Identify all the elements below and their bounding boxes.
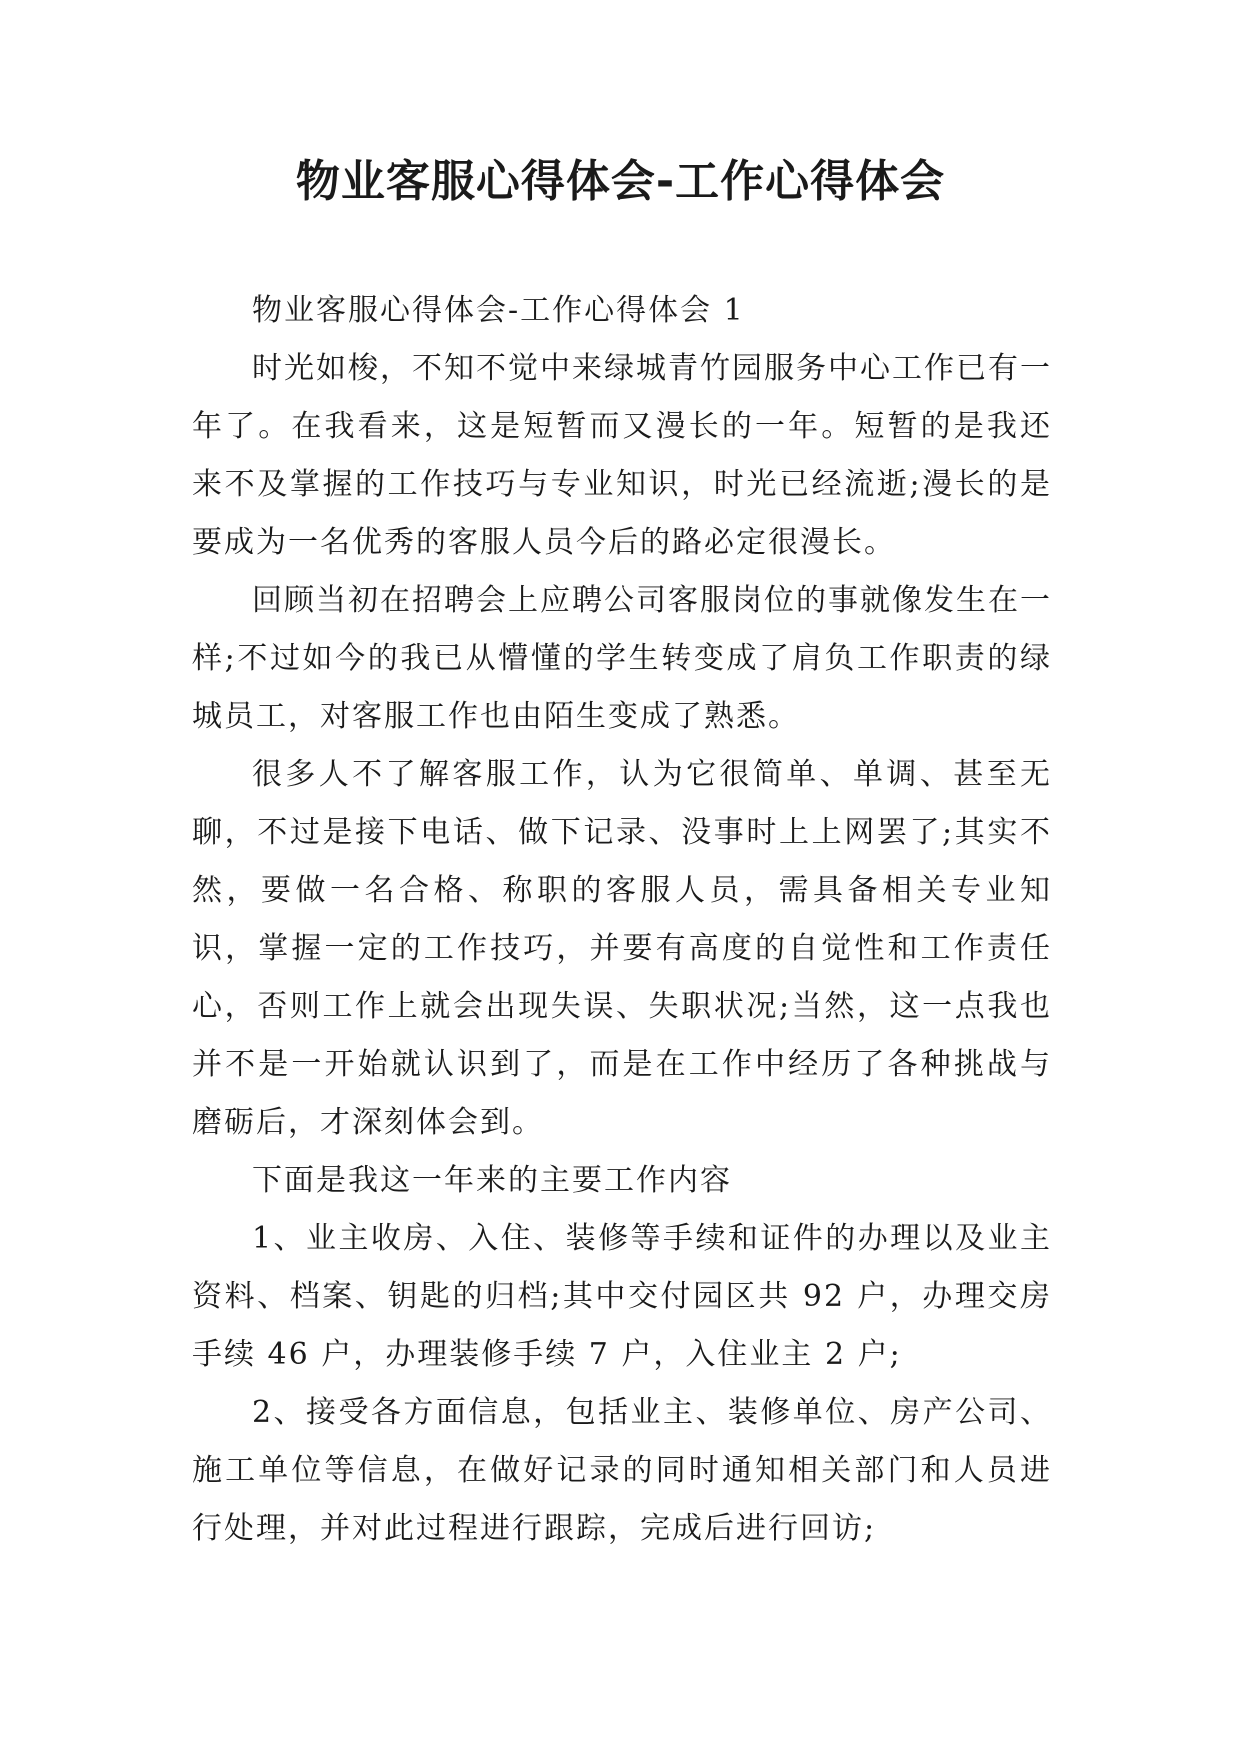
paragraph: 时光如梭，不知不觉中来绿城青竹园服务中心工作已有一年了。在我看来，这是短暂而又漫长的一年。短暂的是我还来不及掌握的工作技巧与专业知识，时光已经流逝;漫长的是要成为一名优秀的客服人员今后的路必定很漫长。 [192,351,1052,560]
document-title: 物业客服心得体会-工作心得体会 [295,156,946,207]
paragraph: 很多人不了解客服工作，认为它很简单、单调、甚至无聊，不过是接下电话、做下记录、没事时上上网罢了;其实不然，要做一名合格、称职的客服人员，需具备相关专业知识，掌握一定的工作技巧，并要有高度的自觉性和工作责任心，否则工作上就会出现失误、失职状况;当然，这一点我也并不是一开始就认识到了，而是在工作中经历了各种挑战与磨砺后，才深刻体会到。 [192,757,1052,1140]
paragraph: 回顾当初在招聘会上应聘公司客服岗位的事就像发生在一样;不过如今的我已从懵懂的学生转变成了肩负工作职责的绿城员工，对客服工作也由陌生变成了熟悉。 [192,583,1052,734]
paragraph: 1、业主收房、入住、装修等手续和证件的办理以及业主资料、档案、钥匙的归档;其中交付园区共 92 户，办理交房手续 46 户，办理装修手续 7 户，入住业主 2 户; [192,1221,1052,1372]
paragraph: 2、接受各方面信息，包括业主、装修单位、房产公司、施工单位等信息，在做好记录的同时通知相关部门和人员进行处理，并对此过程进行跟踪，完成后进行回访; [192,1395,1052,1546]
paragraph-heading: 物业客服心得体会-工作心得体会 1 [252,293,745,328]
paragraph: 下面是我这一年来的主要工作内容 [252,1163,732,1198]
document-body [192,282,1052,1558]
